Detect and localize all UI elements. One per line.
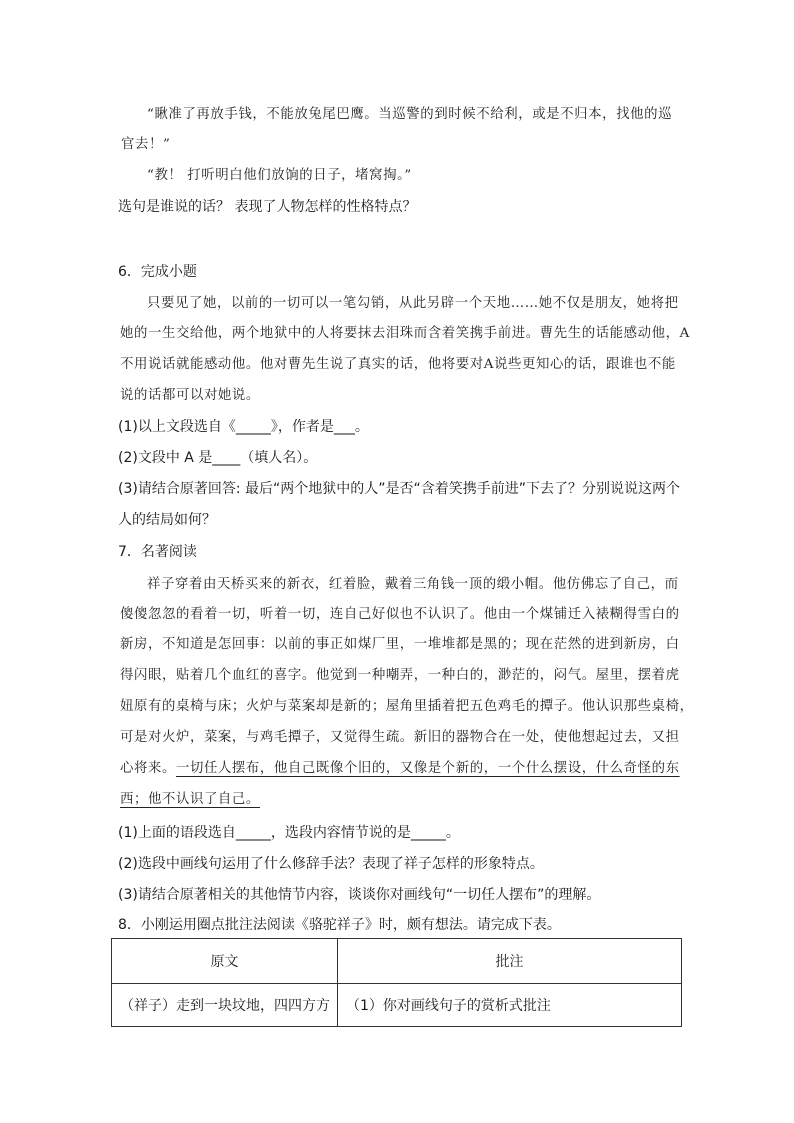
- question-title: 6．完成小题: [118, 264, 197, 280]
- sub-question: (2)文段中 A 是____（填人名）。: [118, 450, 318, 466]
- sub-question: (2)选段中画线句运用了什么修辞手法？表现了祥子怎样的形象特点。: [118, 856, 544, 872]
- passage-line: 说的话都可以对她说。: [120, 388, 260, 403]
- passage-line: 只要见了她，以前的一切可以一笔勾销，从此另辟一个天地……她不仅是朋友，她将把: [147, 296, 679, 311]
- quote-line: “瞅准了再放手钱，不能放兔尾巴鹰。当巡警的到时候不给利，或是不归本，找他的巡: [147, 107, 673, 122]
- passage-line: 傻傻忽忽的看着一切，听着一切，连自己好似也不认识了。他由一个煤铺迁入裱糊得雪白的: [120, 607, 680, 622]
- passage-text: 心将来。: [120, 761, 176, 776]
- sub-question: (3)请结合原著相关的其他情节内容，谈谈你对画线句“一切任人摆布”的理解。: [118, 887, 601, 903]
- underlined-sentence: 西；他不认识了自己。: [120, 792, 260, 807]
- passage-line: 不用说话就能感动他。他对曹先生说了真实的话，他将要对A说些更知心的话，跟谁也不能: [120, 357, 676, 372]
- sub-question: (1)以上文段选自《_____》，作者是___。: [118, 419, 369, 435]
- question-title: 7．名著阅读: [118, 544, 197, 560]
- table-cell: （祥子）走到一块坟地，四四方方: [112, 984, 338, 1027]
- quote-line: “教！ 打听明白他们放饷的日子，堵窝掏。”: [147, 168, 412, 183]
- passage-line: 得闪眼，贴着几个血红的喜字。他觉到一种嘲弄，一种白的，渺茫的，闷气。屋里，摆着虎: [120, 668, 680, 683]
- question-text: 选句是谁说的话？ 表现了人物怎样的性格特点？: [118, 199, 417, 215]
- annotation-table: [111, 938, 682, 1027]
- underlined-sentence: 一切任人摆布，他自己既像个旧的，又像是个新的，一个什么摆设，什么奇怪的东: [175, 761, 680, 776]
- table-row: [112, 984, 682, 1027]
- quote-line: 官去！”: [121, 137, 171, 152]
- sub-question: 人的结局如何？: [118, 512, 216, 528]
- passage-line: [120, 757, 680, 776]
- passage-line: 可是对火炉，菜案，与鸡毛撢子，又觉得生疏。新旧的器物合在一处，使他想起过去，又担: [120, 730, 680, 745]
- table-header-row: [112, 939, 682, 984]
- passage-line: 祥子穿着由天桥买来的新衣，红着脸，戴着三角钱一顶的缎小帽。他仿佛忘了自己，而: [147, 577, 679, 592]
- sub-question: (1)上面的语段选自_____，选段内容情节说的是_____。: [118, 825, 460, 841]
- table-cell: （1）你对画线句子的赏析式批注: [338, 984, 682, 1027]
- passage-line: 新房，不知道是怎回事：以前的事正如煤厂里，一堆堆都是黑的；现在茫然的进到新房，白: [120, 637, 680, 652]
- table-header-cell: 原文: [112, 939, 338, 984]
- sub-question: (3)请结合原著回答: 最后“两个地狱中的人”是否“含着笑携手前进”下去了？分别说说这两个: [118, 481, 681, 497]
- passage-line: 她的一生交给他，两个地狱中的人将要抹去泪珠而含着笑携手前进。曹先生的话能感动他，A: [120, 326, 690, 341]
- passage-line: 妞原有的桌椅与床；火炉与菜案却是新的；屋角里插着把五色鸡毛的撢子。他认识那些桌椅，: [120, 699, 694, 714]
- table-header-cell: 批注: [338, 939, 682, 984]
- question-title: 8．小刚运用圈点批注法阅读《骆驼祥子》时，颇有想法。请完成下表。: [118, 917, 561, 933]
